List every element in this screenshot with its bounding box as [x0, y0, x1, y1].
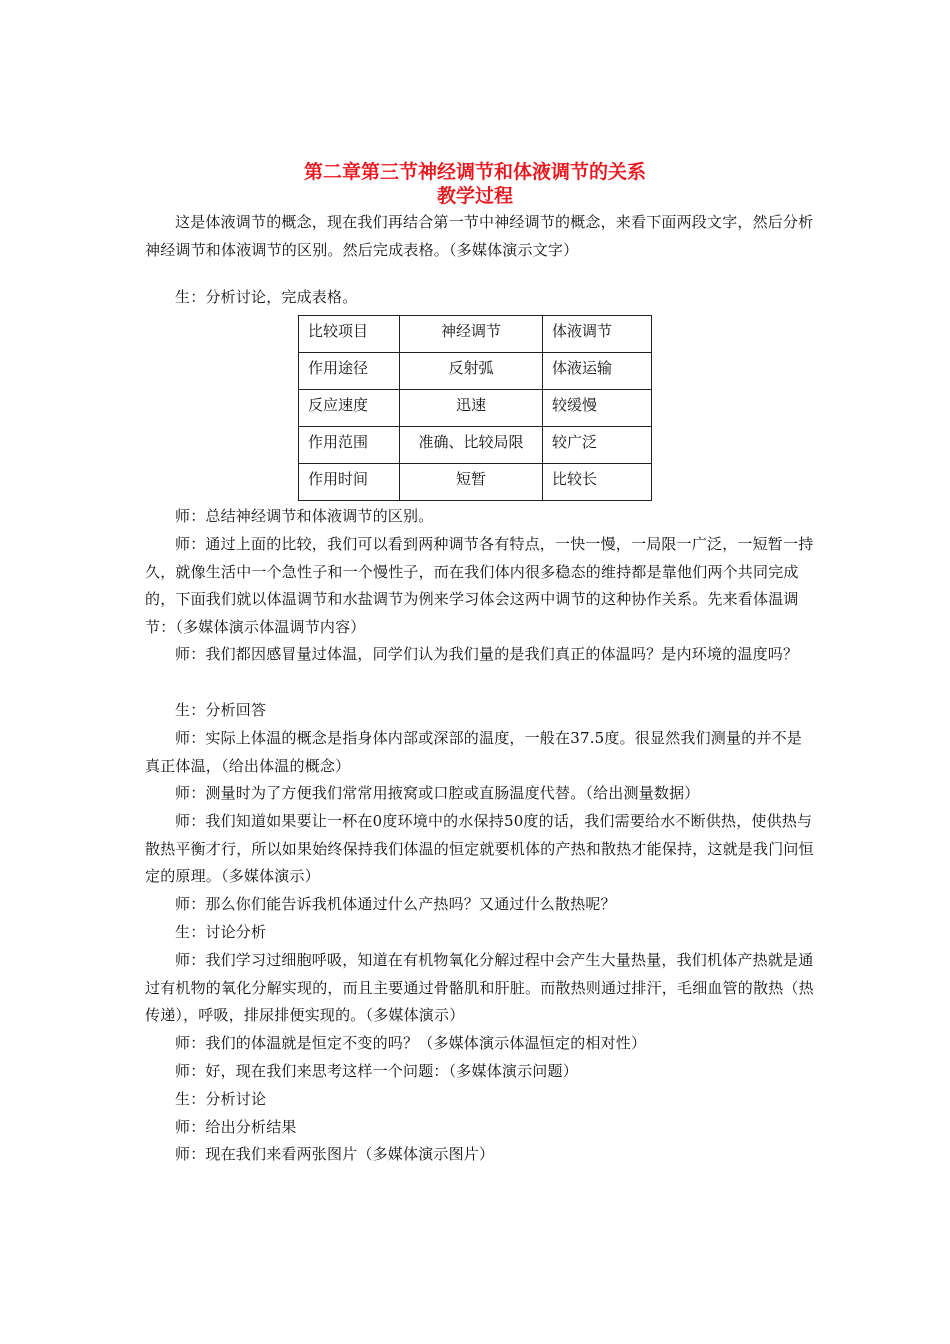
- document-title: [0, 160, 950, 208]
- body-paragraph: 师：我们都因感冒量过体温，同学们认为我们量的是我们真正的体温吗？是内环境的温度吗？: [175, 645, 799, 663]
- table-header-row: [299, 316, 652, 353]
- intro-paragraph: 这是体液调节的概念，现在我们再结合第一节中神经调节的概念，来看下面两段文字，然后分析神经调节和体液调节的区别。然后完成表格。（多媒体演示文字）: [145, 213, 814, 259]
- comparison-table: [298, 315, 652, 501]
- table-cell: 作用范围: [299, 427, 400, 464]
- body-paragraph: 生：分析回答: [175, 701, 267, 719]
- table-cell: 比较长: [543, 464, 652, 501]
- table-row: [299, 427, 652, 464]
- title-line-1: 第二章第三节神经调节和体液调节的关系: [303, 161, 646, 183]
- table-cell: 较广泛: [543, 427, 652, 464]
- table-header-cell: 比较项目: [299, 316, 400, 353]
- table-cell: 反应速度: [299, 390, 400, 427]
- body-paragraph: 生：讨论分析: [175, 923, 267, 941]
- table-row: [299, 464, 652, 501]
- body-paragraph: 师：给出分析结果: [175, 1118, 297, 1136]
- table-cell: 迅速: [400, 390, 543, 427]
- title-line-2: 教学过程: [436, 185, 513, 207]
- body-paragraph: 师：总结神经调节和体液调节的区别。: [175, 507, 434, 525]
- body-paragraph: 师：那么你们能告诉我机体通过什么产热吗？又通过什么散热呢？: [175, 895, 616, 913]
- table-cell: 作用时间: [299, 464, 400, 501]
- body-paragraph: 师：我们知道如果要让一杯在0度环境中的水保持50度的话，我们需要给水不断供热，使供热与散热平衡才行，所以如果始终保持我们体温的恒定就要机体的产热和散热才能保持，这就是我门问恒定的原理。（多媒体演示）: [145, 812, 814, 885]
- table-cell: 体液运输: [543, 353, 652, 390]
- body-paragraph: 师：现在我们来看两张图片（多媒体演示图片）: [175, 1145, 495, 1163]
- table-row: [299, 353, 652, 390]
- table-cell: 反射弧: [400, 353, 543, 390]
- body-paragraph: 师：好，现在我们来思考这样一个问题：（多媒体演示问题）: [175, 1062, 578, 1080]
- body-paragraph: 师：通过上面的比较，我们可以看到两种调节各有特点，一快一慢，一局限一广泛，一短暂一持久，就像生活中一个急性子和一个慢性子，而在我们体内很多稳态的维持都是靠他们两个共同完成的，下面我们就以体温调节和水盐调节为例来学习体会这两中调节的这种协作关系。先来看体温调节：（多媒体演示体温调节内容）: [145, 535, 814, 636]
- body-paragraph: 生：分析讨论: [175, 1090, 267, 1108]
- table-cell: 准确、比较局限: [400, 427, 543, 464]
- table-row: [299, 390, 652, 427]
- table-cell: 作用途径: [299, 353, 400, 390]
- body-paragraph: 师：我们的体温就是恒定不变的吗？（多媒体演示体温恒定的相对性）: [175, 1034, 647, 1052]
- body-paragraph: 师：实际上体温的概念是指身体内部或深部的温度，一般在37.5度。很显然我们测量的并不是真正体温，（给出体温的概念）: [145, 729, 803, 775]
- table-header-cell: 体液调节: [543, 316, 652, 353]
- table-header-cell: 神经调节: [400, 316, 543, 353]
- table-cell: 较缓慢: [543, 390, 652, 427]
- body-paragraph: 师：我们学习过细胞呼吸，知道在有机物氧化分解过程中会产生大量热量，我们机体产热就是通过有机物的氧化分解实现的，而且主要通过骨骼肌和肝脏。而散热则通过排汗，毛细血管的散热（热传递），呼吸，排尿排便实现的。（多媒体演示）: [145, 951, 814, 1024]
- table-cell: 短暂: [400, 464, 543, 501]
- body-paragraph: 师：测量时为了方便我们常常用掖窝或口腔或直肠温度代替。（给出测量数据）: [175, 784, 700, 802]
- student-line: 生：分析讨论，完成表格。: [175, 288, 358, 306]
